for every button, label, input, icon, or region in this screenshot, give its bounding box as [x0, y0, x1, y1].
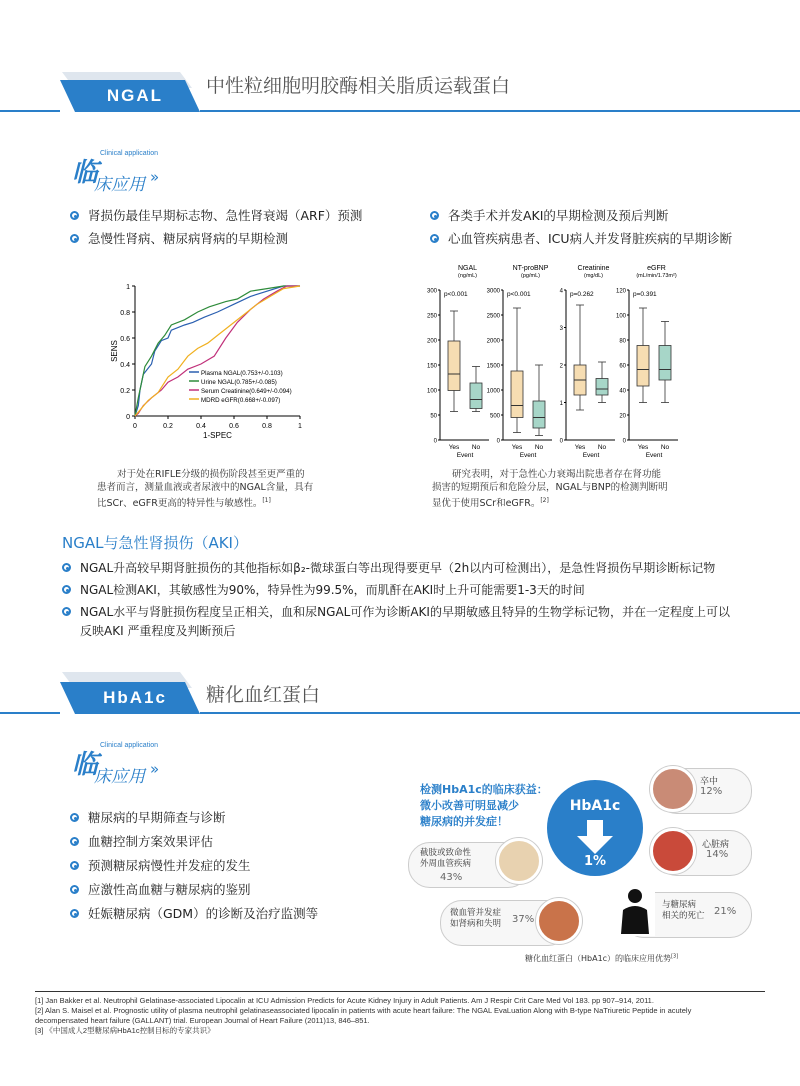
box-x-yes: Yes — [574, 444, 586, 451]
bullet-icon — [70, 909, 79, 918]
item-stroke-label: 卒中 — [700, 777, 719, 787]
roc-legend-entry: Serum Creatinine(0.649+/-0.094) — [201, 388, 292, 395]
item-heart-value: 14% — [706, 849, 729, 860]
box-y-tick-label: 60 — [619, 363, 626, 370]
clinical-application-label — [72, 150, 212, 198]
clinical-application-en-2: Clinical application — [100, 742, 158, 749]
box-x-event: Event — [582, 452, 600, 459]
aki-bullet-3-cont: 反映AKI 严重程度及判断预后 — [80, 624, 236, 638]
brain-icon — [650, 766, 696, 812]
clinical-cn-1: 临 — [72, 158, 99, 188]
roc-x-tick-label: 0.8 — [262, 423, 272, 430]
aki-heading: NGAL与急性肾损伤（AKI） — [62, 534, 248, 552]
hba1c-bullet-4: 应激性高血糖与糖尿病的鉴别 — [70, 880, 251, 898]
person-silhouette-icon — [615, 884, 655, 936]
roc-x-tick-label: 0.2 — [163, 423, 173, 430]
aki-bullet-3: NGAL水平与肾脏损伤程度呈正相关，血和尿NGAL可作为诊断AKI的早期敏感且特异的生物学标记物，并在一定程度上可以 — [62, 603, 730, 620]
item-amputation-value: 43% — [440, 872, 463, 883]
box-panel-pvalue: p=0.262 — [570, 291, 594, 298]
box-panel — [427, 265, 489, 459]
box-caption — [432, 468, 692, 510]
box-y-tick-label: 120 — [615, 288, 626, 295]
box-x-no: No — [597, 444, 607, 451]
box-y-tick-label: 3000 — [486, 288, 500, 295]
box-y-tick-label: 80 — [619, 338, 626, 345]
roc-y-tick-label: 0.2 — [120, 388, 130, 395]
roc-x-label: 1-SPEC — [203, 431, 232, 440]
box-y-tick-label: 100 — [615, 313, 626, 320]
box-x-event: Event — [645, 452, 663, 459]
box-body — [596, 379, 608, 396]
references-divider — [35, 991, 765, 992]
ngal-header — [0, 40, 800, 120]
box-panel-title: NGAL — [457, 265, 478, 272]
item-microvascular-value: 37% — [512, 914, 535, 925]
infographic-headline — [420, 782, 548, 830]
box-x-yes: Yes — [511, 444, 523, 451]
box-caption-line-3: 显优于使用SCr和eGFR。 — [432, 498, 541, 510]
roc-caption-line-3: 比SCr、eGFR更高的特异性与敏感性。 — [97, 498, 263, 510]
reference-2: [2] Alan S. Maisel et al. Prognostic utility of plasma neutrophil gelatinaseassociated lipocalin in patients with acute heart failure: The NGAL EvaLuation Along with B-type NaTriuretic Peptide in acutely — [35, 1006, 692, 1015]
roc-x-tick-label: 0.4 — [196, 423, 206, 430]
heart-icon — [650, 828, 696, 874]
bullet-icon — [70, 885, 79, 894]
clinical-cn-1-b: 临 — [72, 750, 99, 780]
box-x-yes: Yes — [637, 444, 649, 451]
box-y-tick-label: 2 — [559, 363, 563, 370]
ngal-bullet-left-2: 急慢性肾病、糖尿病肾病的早期检测 — [70, 229, 288, 247]
box-body — [659, 346, 671, 381]
box-y-tick-label: 500 — [489, 413, 500, 420]
reference-1: [1] Jan Bakker et al. Neutrophil Gelatinase-associated Lipocalin at ICU Admission Predicts for Acute Kidney Injury in Adult Patients. Am J Respir Crit Care Med Vol 183. pp 907–914, 2011. — [35, 996, 654, 1005]
item-heart-label: 心脏病 — [702, 840, 730, 850]
references — [35, 996, 775, 1036]
box-panel-pvalue: p<0.001 — [444, 291, 468, 298]
box-y-tick-label: 100 — [426, 388, 437, 395]
clinical-cn-2: 床应用 — [94, 175, 145, 195]
box-x-event: Event — [456, 452, 474, 459]
box-body — [470, 383, 482, 409]
clinical-application-label-2 — [72, 742, 212, 790]
box-y-tick-label: 0 — [622, 438, 626, 445]
box-panel-unit: (mL/min/1.73m²) — [636, 273, 677, 279]
leg-icon — [496, 838, 542, 884]
box-y-tick-label: 3 — [559, 326, 563, 332]
roc-caption — [97, 468, 337, 510]
bullet-icon — [62, 607, 71, 616]
roc-caption-line-2: 患者而言，测量血液或者尿液中的NGAL含量，具有 — [97, 482, 314, 493]
box-y-tick-label: 1500 — [486, 363, 500, 370]
roc-chart — [105, 278, 315, 448]
bullet-icon — [430, 234, 439, 243]
roc-y-tick-label: 0.4 — [120, 362, 130, 369]
box-y-tick-label: 0 — [559, 438, 563, 445]
box-panel-pvalue: p=0.391 — [633, 291, 657, 298]
box-panel-title: eGFR — [647, 265, 666, 272]
roc-y-label: SENS — [110, 340, 119, 362]
box-panel-title: NT-proBNP — [512, 265, 549, 272]
aki-bullet-2: NGAL检测AKI，其敏感性为90%，特异性为99.5%，而肌酐在AKI时上升可能需要1-3天的时间 — [62, 581, 585, 598]
box-panel-pvalue: p<0.001 — [507, 291, 531, 298]
chevron-right-icon: » — [150, 168, 160, 186]
clinical-cn-2-b: 床应用 — [94, 767, 145, 787]
box-y-tick-label: 2500 — [486, 313, 500, 320]
ngal-tab: NGAL — [106, 86, 164, 105]
box-body — [533, 401, 545, 428]
roc-legend-entry: Urine NGAL(0.785+/-0.085) — [201, 379, 277, 386]
headline-line-2: 微小改善可明显减少 — [420, 799, 519, 812]
headline-line-1: 检测HbA1c的临床获益： — [420, 783, 548, 796]
box-x-yes: Yes — [448, 444, 460, 451]
item-microvascular-label: 微血管并发症 如肾病和失明 — [450, 908, 502, 929]
bullet-icon — [62, 563, 71, 572]
hba1c-header — [0, 660, 800, 720]
hba1c-bullet-1: 糖尿病的早期筛查与诊断 — [70, 808, 226, 826]
box-x-no: No — [471, 444, 481, 451]
box-y-tick-label: 300 — [426, 288, 437, 295]
kidney-icon — [536, 898, 582, 944]
bullet-icon — [62, 585, 71, 594]
box-body — [637, 346, 649, 387]
box-y-tick-label: 1 — [559, 401, 563, 407]
box-caption-ref: [2] — [540, 497, 549, 504]
bullet-icon — [70, 813, 79, 822]
bullet-icon — [70, 234, 79, 243]
box-y-tick-label: 2000 — [486, 338, 500, 345]
roc-x-tick-label: 1 — [298, 423, 302, 430]
bullet-icon — [70, 211, 79, 220]
bullet-icon — [430, 211, 439, 220]
roc-y-tick-label: 0.8 — [120, 310, 130, 317]
hba1c-center-label: HbA1c — [569, 798, 621, 814]
box-x-no: No — [660, 444, 670, 451]
box-caption-line-2: 损害的短期预后和危险分层，NGAL与BNP的检测判断明 — [432, 482, 668, 493]
reference-2-cont: decompensated heart failure (GALLANT) trial. European Journal of Heart Failure (2011)13, 846–851. — [35, 1016, 370, 1025]
hba1c-section-title: 糖化血红蛋白 — [206, 684, 321, 706]
box-x-event: Event — [519, 452, 537, 459]
box-y-tick-label: 0 — [433, 438, 437, 445]
hba1c-bullet-3: 预测糖尿病慢性并发症的发生 — [70, 856, 251, 874]
box-y-tick-label: 1000 — [486, 388, 500, 395]
box-body — [448, 341, 460, 391]
reference-3: [3] 《中国成人2型糖尿病HbA1c控制目标的专家共识》 — [35, 1026, 215, 1035]
item-stroke-value: 12% — [700, 786, 723, 797]
ngal-section-title: 中性粒细胞明胶酶相关脂质运载蛋白 — [206, 75, 511, 97]
hba1c-center-value: 1% — [583, 854, 607, 869]
infographic-caption: 糖化血红蛋白（HbA1c）的临床应用优势[3] — [525, 953, 679, 963]
box-panel-unit: (pg/mL) — [521, 273, 540, 279]
box-y-tick-label: 0 — [496, 438, 500, 445]
item-amputation-label: 截肢或致命性 外周血管疾病 — [420, 848, 472, 869]
roc-y-tick-label: 0.6 — [120, 336, 130, 343]
chevron-right-icon: » — [150, 760, 160, 778]
box-plot-chart — [420, 262, 680, 462]
roc-x-tick-label: 0 — [133, 423, 137, 430]
ngal-bullet-right-2: 心血管疾病患者、ICU病人并发肾脏疾病的早期诊断 — [430, 229, 732, 247]
box-panel-title: Creatinine — [577, 265, 610, 272]
box-body — [511, 371, 523, 418]
box-panel-unit: (mg/dL) — [584, 273, 603, 279]
roc-y-tick-label: 0 — [126, 414, 130, 421]
box-panel — [487, 265, 552, 459]
person-icon — [615, 884, 655, 936]
roc-legend-entry: MDRD eGFR(0.668+/-0.097) — [201, 397, 281, 404]
item-death-value: 21% — [714, 906, 737, 917]
item-death-label: 与糖尿病 相关的死亡 — [662, 900, 705, 921]
headline-line-3: 糖尿病的并发症！ — [420, 815, 508, 828]
box-y-tick-label: 50 — [430, 413, 437, 420]
roc-caption-ref: [1] — [262, 497, 271, 504]
bullet-icon — [70, 837, 79, 846]
box-y-tick-label: 250 — [426, 313, 437, 320]
roc-caption-line-1: 对于处在RIFLE分级的损伤阶段甚至更严重的 — [117, 469, 305, 480]
box-panel — [616, 265, 678, 459]
hba1c-tab: HbA1c — [103, 688, 167, 707]
box-y-tick-label: 4 — [559, 288, 563, 295]
bullet-icon — [70, 861, 79, 870]
aki-bullet-1: NGAL升高较早期肾脏损伤的其他指标如β₂-微球蛋白等出现得要更早（2h以内可检测出），是急性肾损伤早期诊断标记物 — [62, 559, 715, 576]
box-panel — [560, 265, 615, 459]
roc-y-tick-label: 1 — [126, 284, 130, 291]
box-y-tick-label: 20 — [619, 413, 626, 420]
hba1c-bullet-5: 妊娠糖尿病（GDM）的诊断及治疗监测等 — [70, 904, 318, 922]
box-panel-unit: (ng/mL) — [458, 273, 477, 279]
roc-x-tick-label: 0.6 — [229, 423, 239, 430]
ngal-bullet-left-1: 肾损伤最佳早期标志物、急性肾衰竭（ARF）预测 — [70, 206, 362, 224]
roc-legend-entry: Plasma NGAL(0.753+/-0.103) — [201, 370, 283, 377]
box-x-no: No — [534, 444, 544, 451]
clinical-application-en: Clinical application — [100, 150, 158, 157]
ngal-bullet-right-1: 各类手术并发AKI的早期检测及预后判断 — [430, 206, 668, 224]
box-y-tick-label: 200 — [426, 338, 437, 345]
box-y-tick-label: 150 — [426, 363, 437, 370]
down-arrow-icon — [575, 820, 615, 854]
hba1c-infographic — [400, 760, 760, 970]
hba1c-bullet-2: 血糖控制方案效果评估 — [70, 832, 213, 850]
box-y-tick-label: 40 — [619, 388, 626, 395]
box-caption-line-1: 研究表明，对于急性心力衰竭出院患者存在肾功能 — [452, 469, 662, 480]
